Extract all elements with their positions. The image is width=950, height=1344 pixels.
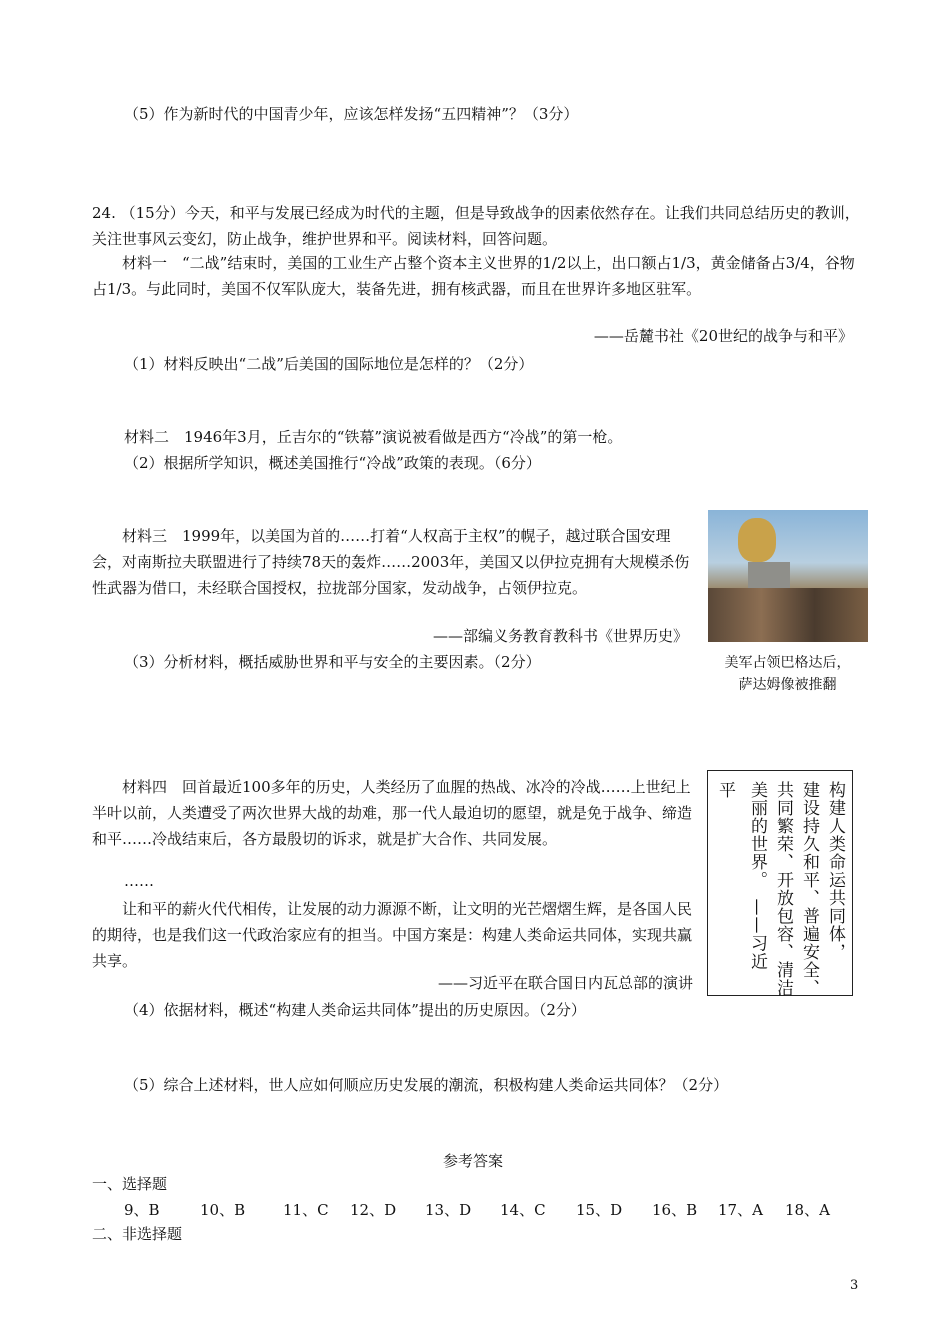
quote-column-1: 构建人类命运共同体， (825, 781, 845, 961)
answer-17: 17、A (718, 1201, 763, 1219)
page-number: 3 (850, 1278, 859, 1293)
answer-9: 9、B (124, 1201, 160, 1219)
quote-column-4: 美丽的世界。 ——习近 (747, 781, 767, 971)
answer-10: 10、B (200, 1201, 246, 1219)
answer-15: 15、D (576, 1201, 623, 1219)
material-3: 材料三 1999年，以美国为首的……打着“人权高于主权”的幌子，越过联合国安理会，对南斯拉夫联盟进行了持续78天的轰炸……2003年，美国又以伊拉克拥有大规模杀伤性武器为借口，未经联合国授权，拉拢部分国家，发动战争，占领伊拉克。 (92, 527, 690, 597)
quote-column-5: 平 (715, 781, 735, 799)
quote-column-3: 共同繁荣、开放包容、清洁 (773, 781, 793, 997)
q24-part4: （4）依据材料，概述“构建人类命运共同体”提出的历史原因。（2分） (124, 1001, 586, 1019)
answer-16: 16、B (652, 1201, 698, 1219)
quote-column-2: 建设持久和平、普遍安全、 (799, 781, 819, 997)
q24-part1: （1）材料反映出“二战”后美国的国际地位是怎样的？（2分） (124, 355, 534, 373)
q23-part5: （5）作为新时代的中国青少年，应该怎样发扬“五四精神”？（3分） (124, 105, 579, 123)
answer-13: 13、D (425, 1201, 472, 1219)
material-2: 材料二 1946年3月，丘吉尔的“铁幕”演说被看做是西方“冷战”的第一枪。 (124, 428, 623, 446)
material-4-ellipsis: …… (124, 872, 154, 890)
material-4-source: ——习近平在联合国日内瓦总部的演讲 (437, 974, 693, 992)
q24-part5: （5）综合上述材料，世人应如何顺应历史发展的潮流，积极构建人类命运共同体？（2分） (124, 1076, 729, 1094)
q24-part3: （3）分析材料，概括威胁世界和平与安全的主要因素。（2分） (124, 653, 541, 671)
material-1-source: ——岳麓书社《20世纪的战争与和平》 (593, 327, 853, 345)
material-4-paragraph1: 材料四 回首最近100多年的历史，人类经历了血腥的热战、冰冷的冷战……上世纪上半叶以前，人类遭受了两次世界大战的劫难，那一代人最迫切的愿望，就是免于战争、缔造和平……冷战结束后，各方最殷切的诉求，就是扩大合作、共同发展。 (92, 778, 693, 848)
answer-11: 11、C (283, 1201, 329, 1219)
photo-caption-line2: 萨达姆像被推翻 (738, 677, 837, 693)
xi-quote-box (707, 770, 853, 996)
material-4-paragraph2: 让和平的薪火代代相传，让发展的动力源源不断，让文明的光芒熠熠生辉，是各国人民的期待，也是我们这一代政治家应有的担当。中国方案是：构建人类命运共同体，实现共赢共享。 (92, 900, 693, 970)
q24-intro: 24. （15分）今天，和平与发展已经成为时代的主题，但是导致战争的因素依然存在。让我们共同总结历史的教训，关注世事风云变幻，防止战争，维护世界和平。阅读材料，回答问题。 (92, 204, 860, 248)
material-3-source: ——部编义务教育教科书《世界历史》 (432, 627, 688, 645)
answer-key-title: 参考答案 (443, 1152, 504, 1170)
photo-caption-line1: 美军占领巴格达后， (724, 655, 851, 671)
material-1: 材料一 “二战”结束时，美国的工业生产占整个资本主义世界的1/2以上，出口额占1/3，黄金储备占3/4，谷物占1/3。与此同时，美国不仅军队庞大，装备先进，拥有核武器，而且在世界许多地区驻军。 (92, 254, 855, 298)
answer-12: 12、D (350, 1201, 397, 1219)
answer-18: 18、A (785, 1201, 830, 1219)
answer-14: 14、C (500, 1201, 546, 1219)
answer-section-2: 二、非选择题 (92, 1225, 183, 1243)
q24-part2: （2）根据所学知识，概述美国推行“冷战”政策的表现。（6分） (124, 454, 541, 472)
answer-section-1: 一、选择题 (92, 1175, 168, 1193)
saddam-statue-photo (708, 510, 868, 642)
